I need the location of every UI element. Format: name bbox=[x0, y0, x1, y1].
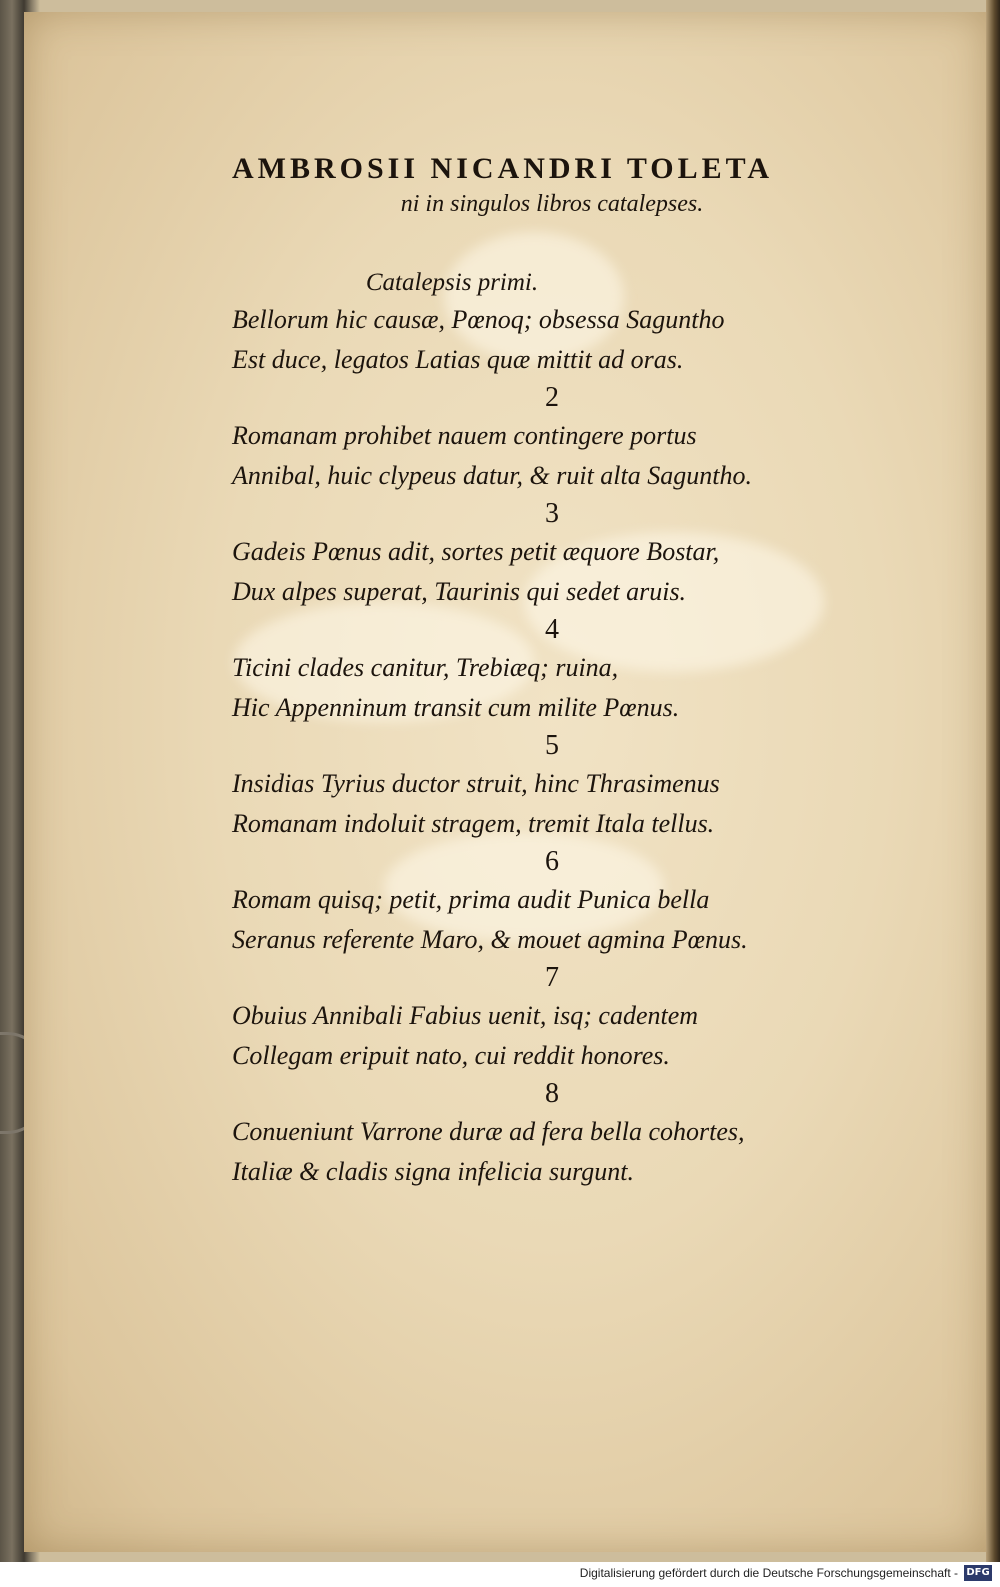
verse-group bbox=[232, 612, 892, 728]
verse-line: Hic Appenninum transit cum milite Pœnus. bbox=[232, 693, 680, 722]
verse-line: Ticini clades canitur, Trebiæq; ruina, bbox=[232, 653, 619, 682]
dfg-logo: DFG bbox=[964, 1565, 992, 1581]
verse-line: Italiæ & cladis signa infelicia surgunt. bbox=[232, 1157, 635, 1186]
verse-group bbox=[232, 728, 892, 844]
verse-line: Annibal, huic clypeus datur, & ruit alta Saguntho. bbox=[232, 461, 752, 490]
verse-numeral: 4 bbox=[545, 614, 559, 645]
funding-credit: Digitalisierung gefördert durch die Deutsche Forschungsgemeinschaft - bbox=[579, 1566, 958, 1580]
verse-numeral: 2 bbox=[545, 382, 559, 413]
verse-line: Insidias Tyrius ductor struit, hinc Thrasimenus bbox=[232, 769, 720, 798]
verse-line: Romam quisq; petit, prima audit Punica bella bbox=[232, 885, 710, 914]
verse-numeral: 3 bbox=[545, 498, 559, 529]
verse-line: Seranus referente Maro, & mouet agmina Pœnus. bbox=[232, 925, 748, 954]
verse-line: Bellorum hic causæ, Pœnoq; obsessa Saguntho bbox=[232, 305, 725, 334]
verse-group bbox=[232, 844, 892, 960]
verse-numeral: 6 bbox=[545, 846, 559, 877]
verse-group bbox=[232, 300, 892, 380]
verse-group bbox=[232, 1076, 892, 1192]
verse-numeral: 8 bbox=[545, 1078, 559, 1109]
page-text bbox=[232, 150, 892, 1192]
verse-line: Conueniunt Varrone duræ ad fera bella cohortes, bbox=[232, 1117, 745, 1146]
verse-line: Collegam eripuit nato, cui reddit honores. bbox=[232, 1041, 670, 1070]
footer-bar bbox=[0, 1562, 1000, 1587]
verse-group bbox=[232, 380, 892, 496]
verse-numeral: 5 bbox=[545, 730, 559, 761]
verse-group bbox=[232, 960, 892, 1076]
heading-line-1: AMBROSII NICANDRI TOLETA bbox=[232, 152, 774, 185]
verse-line: Est duce, legatos Latias quæ mittit ad oras. bbox=[232, 345, 684, 374]
binding-edge bbox=[986, 0, 1000, 1562]
verse-line: Dux alpes superat, Taurinis qui sedet aruis. bbox=[232, 577, 687, 606]
verse-numeral: 7 bbox=[545, 962, 559, 993]
verse-line: Gadeis Pœnus adit, sortes petit æquore Bostar, bbox=[232, 537, 720, 566]
verse-line: Obuius Annibali Fabius uenit, isq; cadentem bbox=[232, 1001, 699, 1030]
verse-line: Romanam prohibet nauem contingere portus bbox=[232, 421, 697, 450]
heading-line-2: ni in singulos libros catalepses. bbox=[400, 191, 704, 217]
verse-line: Romanam indoluit stragem, tremit Itala tellus. bbox=[232, 809, 715, 838]
section-title: Catalepsis primi. bbox=[365, 269, 539, 296]
verse-group bbox=[232, 496, 892, 612]
